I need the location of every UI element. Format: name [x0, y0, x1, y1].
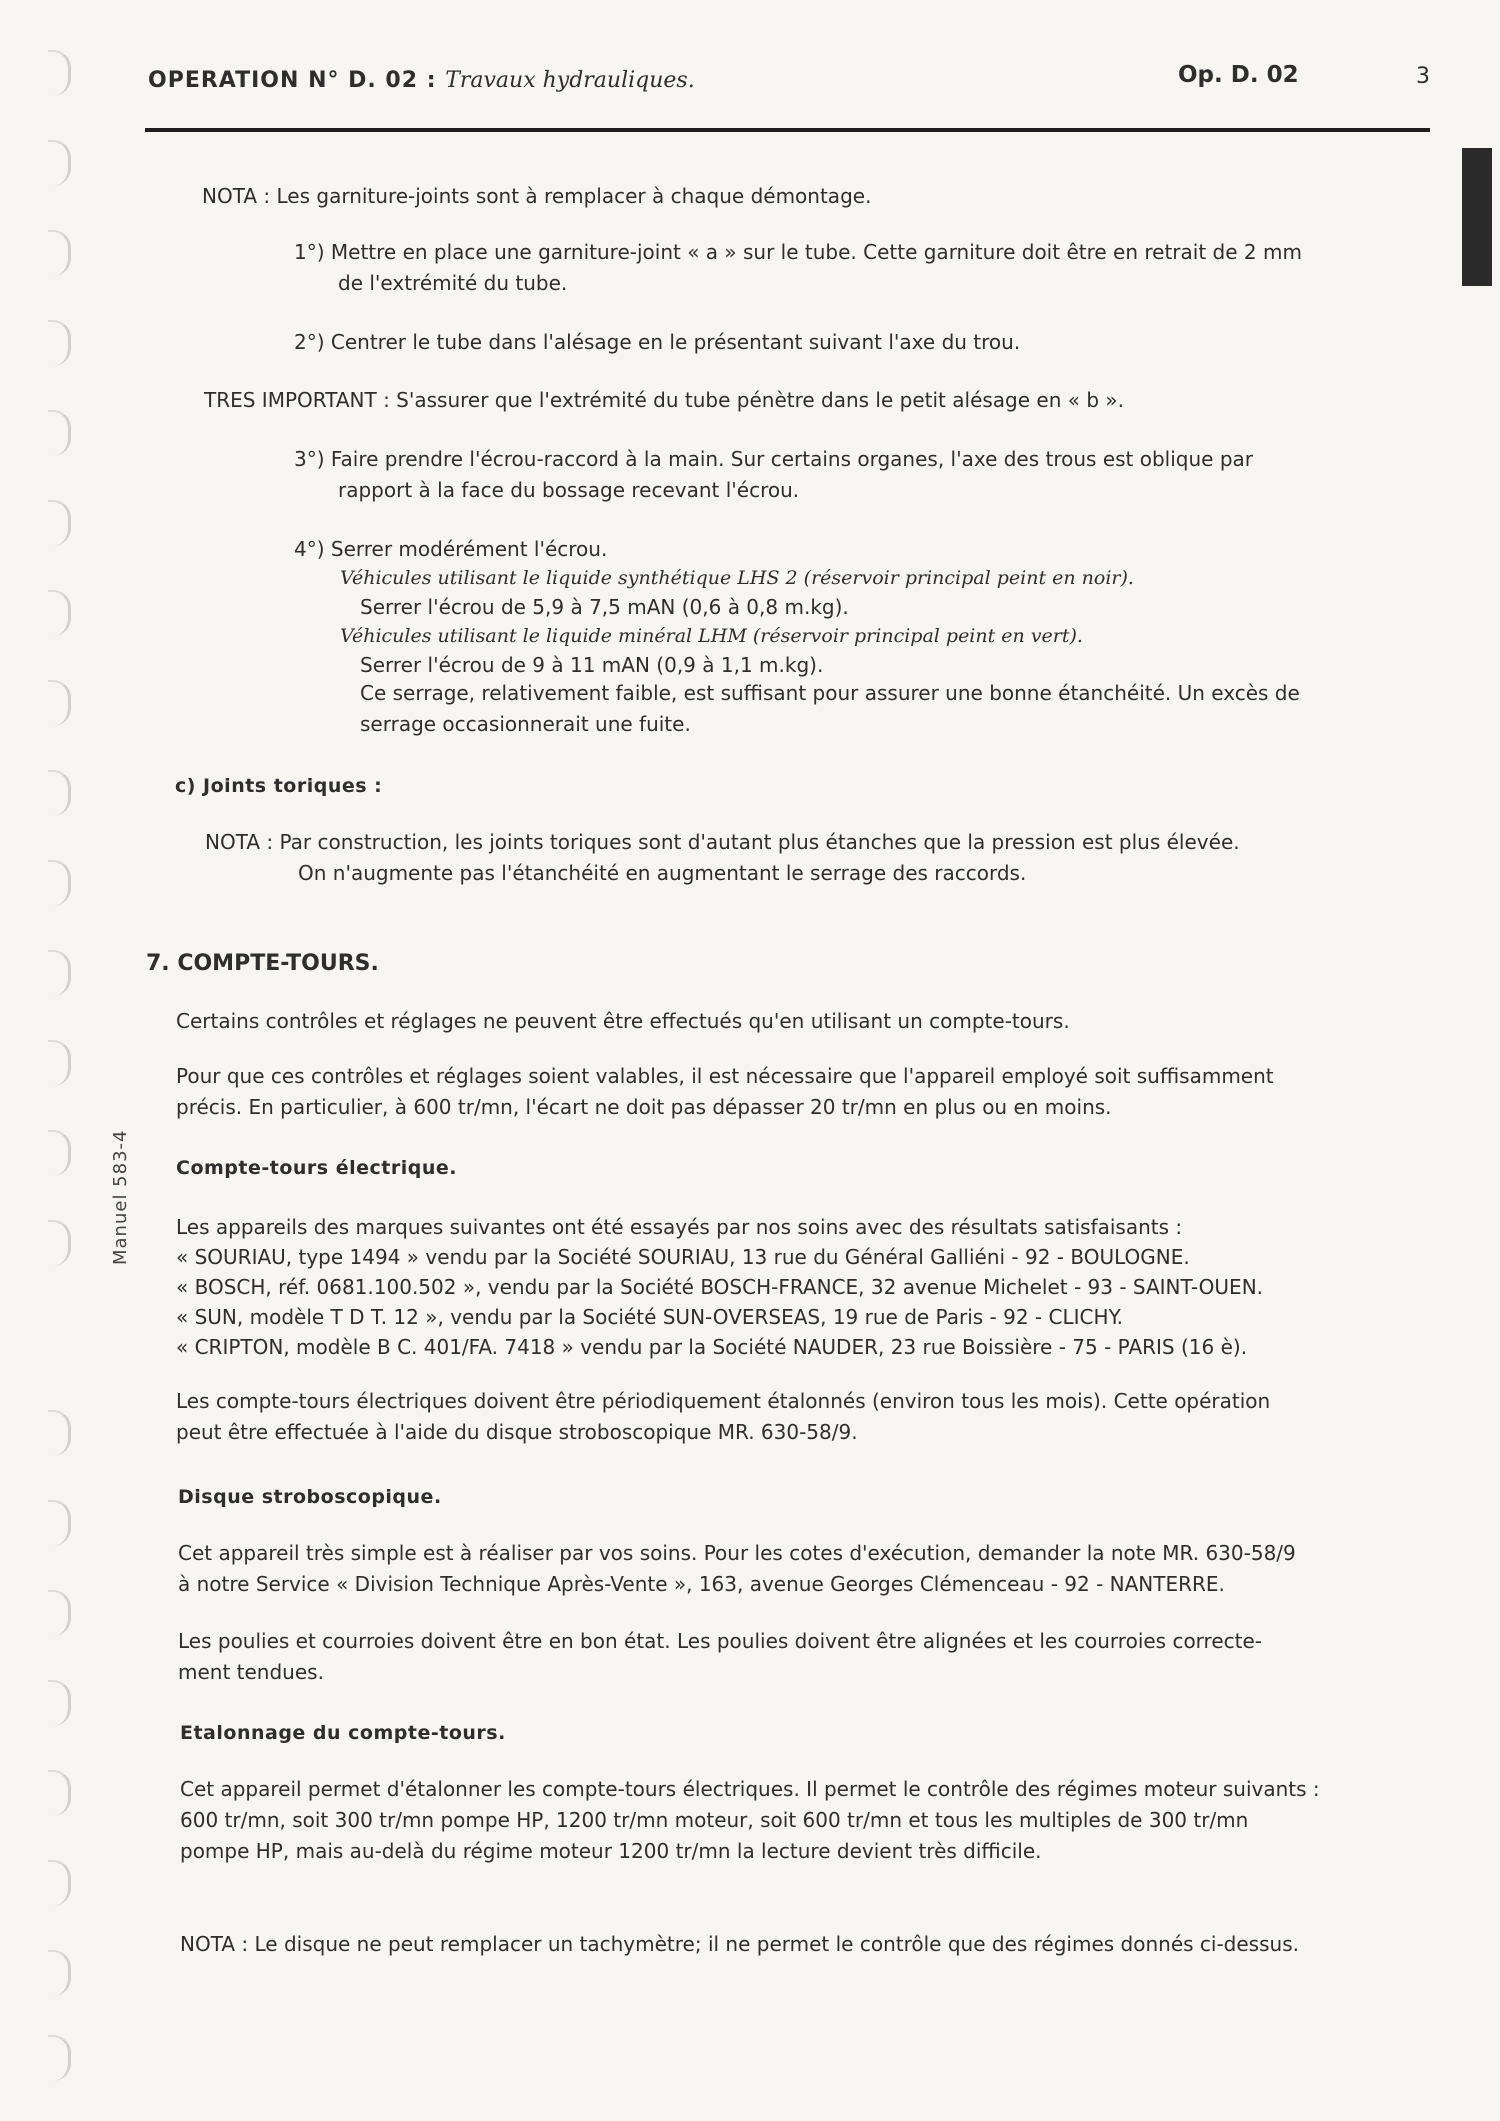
- ct-precision: [176, 1061, 1274, 1123]
- header-rule: [145, 128, 1430, 132]
- section-7-title: 7. COMPTE-TOURS.: [146, 951, 379, 976]
- etalonnage-description: [180, 1774, 1320, 1867]
- binder-hole: [48, 320, 71, 366]
- ct-electrique-line: Les appareils des marques suivantes ont été essayés par nos soins avec des résultats satisfaisants :: [176, 1215, 1183, 1239]
- lhs-torque: Serrer l'écrou de 5,9 à 7,5 mAN (0,6 à 0,8 m.kg).: [360, 595, 849, 619]
- binder-hole: [48, 1410, 71, 1456]
- ct-precision-line: précis. En particulier, à 600 tr/mn, l'écart ne doit pas dépasser 20 tr/mn en plus ou en moins.: [176, 1095, 1112, 1119]
- poulies-note-line: ment tendues.: [178, 1660, 324, 1684]
- binder-hole: [48, 1860, 71, 1906]
- step-4: 4°) Serrer modérément l'écrou.: [294, 537, 608, 561]
- nota-joints-line: On n'augmente pas l'étanchéité en augmentant le serrage des raccords.: [298, 861, 1027, 885]
- poulies-note: [178, 1626, 1262, 1688]
- ct-intro: Certains contrôles et réglages ne peuvent être effectués qu'en utilisant un compte-tours.: [176, 1009, 1070, 1033]
- binder-hole: [48, 1220, 71, 1266]
- nota-garnitures: NOTA : Les garniture-joints sont à remplacer à chaque démontage.: [202, 184, 872, 208]
- etalonnage-heading: Etalonnage du compte-tours.: [180, 1722, 506, 1744]
- ct-electrique-line: « SUN, modèle T D T. 12 », vendu par la Société SUN-OVERSEAS, 19 rue de Paris - 92 - CLICHY.: [176, 1305, 1124, 1329]
- binder-hole: [48, 1590, 71, 1636]
- step-3-line: 3°) Faire prendre l'écrou-raccord à la main. Sur certains organes, l'axe des trous est oblique par: [294, 447, 1253, 471]
- lhm-torque: Serrer l'écrou de 9 à 11 mAN (0,9 à 1,1 m.kg).: [360, 653, 824, 677]
- step-1-line: 1°) Mettre en place une garniture-joint « a » sur le tube. Cette garniture doit être en retrait de 2 mm: [294, 240, 1302, 264]
- binder-hole: [48, 1500, 71, 1546]
- ct-electrique-heading: Compte-tours électrique.: [176, 1157, 457, 1179]
- ct-etalonnage-line: Les compte-tours électriques doivent être périodiquement étalonnés (environ tous les mois). Cette opération: [176, 1389, 1271, 1413]
- ct-electrique-line: « SOURIAU, type 1494 » vendu par la Société SOURIAU, 13 rue du Général Galliéni - 92 - BOULOGNE.: [176, 1245, 1190, 1269]
- binder-hole: [48, 590, 71, 636]
- binder-hole: [48, 680, 71, 726]
- binder-holes: [40, 40, 80, 2080]
- ct-etalonnage-line: peut être effectuée à l'aide du disque stroboscopique MR. 630-58/9.: [176, 1420, 858, 1444]
- nota-joints: [205, 827, 1240, 889]
- section-tab-mark: [1462, 148, 1492, 286]
- serrage-note-line: serrage occasionnerait une fuite.: [360, 712, 691, 736]
- lhm-vehicles: Véhicules utilisant le liquide minéral LHM (réservoir principal peint en vert).: [340, 625, 1083, 647]
- ct-precision-line: Pour que ces contrôles et réglages soient valables, il est nécessaire que l'appareil employé soit suffisamment: [176, 1064, 1274, 1088]
- ct-etalonnage-note: [176, 1386, 1270, 1448]
- lhs-vehicles: Véhicules utilisant le liquide synthétique LHS 2 (réservoir principal peint en noir).: [340, 567, 1134, 589]
- operation-subject: Travaux hydrauliques.: [445, 68, 695, 93]
- tres-important: TRES IMPORTANT : S'assurer que l'extrémité du tube pénètre dans le petit alésage en « b ».: [204, 388, 1124, 412]
- disque-heading: Disque stroboscopique.: [178, 1486, 442, 1508]
- disque-description-line: à notre Service « Division Technique Après-Vente », 163, avenue Georges Clémenceau - 92 - NANTERRE.: [178, 1572, 1225, 1596]
- manual-reference-label: Manuel 583-4: [110, 1129, 131, 1265]
- binder-hole: [48, 2035, 71, 2081]
- binder-hole: [48, 230, 71, 276]
- poulies-note-line: Les poulies et courroies doivent être en bon état. Les poulies doivent être alignées et les courroies correcte-: [178, 1629, 1263, 1653]
- binder-hole: [48, 860, 71, 906]
- etalonnage-line: Cet appareil permet d'étalonner les compte-tours électriques. Il permet le contrôle des régimes moteur suivants :: [180, 1777, 1320, 1801]
- binder-hole: [48, 1130, 71, 1176]
- binder-hole: [48, 770, 71, 816]
- binder-hole: [48, 50, 71, 96]
- page-number: 3: [1416, 64, 1430, 89]
- step-3: [294, 444, 1253, 506]
- operation-ref: Op. D. 02: [1178, 62, 1299, 88]
- binder-hole: [48, 1950, 71, 1996]
- ct-electrique-line: « BOSCH, réf. 0681.100.502 », vendu par la Société BOSCH-FRANCE, 32 avenue Michelet - 93 - SAINT-OUEN.: [176, 1275, 1264, 1299]
- ct-electrique-list: [176, 1212, 1263, 1362]
- etalonnage-line: pompe HP, mais au-delà du régime moteur 1200 tr/mn la lecture devient très difficile.: [180, 1839, 1042, 1863]
- nota-disque: NOTA : Le disque ne peut remplacer un tachymètre; il ne permet le contrôle que des régimes donnés ci-dessus.: [180, 1932, 1299, 1956]
- step-3-line: rapport à la face du bossage recevant l'écrou.: [338, 478, 800, 502]
- etalonnage-line: 600 tr/mn, soit 300 tr/mn pompe HP, 1200 tr/mn moteur, soit 600 tr/mn et tous les multiples de 300 tr/mn: [180, 1808, 1249, 1832]
- disque-description-line: Cet appareil très simple est à réaliser par vos soins. Pour les cotes d'exécution, demander la note MR. 630-58/9: [178, 1541, 1296, 1565]
- step-1-line: de l'extrémité du tube.: [338, 271, 568, 295]
- binder-hole: [48, 140, 71, 186]
- ct-electrique-line: « CRIPTON, modèle B C. 401/FA. 7418 » vendu par la Société NAUDER, 23 rue Boissière - 75 - PARIS (16 è).: [176, 1335, 1248, 1359]
- step-1: [294, 237, 1302, 299]
- operation-number: OPERATION N° D. 02 :: [148, 68, 437, 93]
- serrage-note: [360, 678, 1300, 740]
- joints-toriques-heading: c) Joints toriques :: [175, 775, 383, 797]
- serrage-note-line: Ce serrage, relativement faible, est suffisant pour assurer une bonne étanchéité. Un excès de: [360, 681, 1300, 705]
- binder-hole: [48, 410, 71, 456]
- binder-hole: [48, 1040, 71, 1086]
- binder-hole: [48, 1770, 71, 1816]
- step-2: 2°) Centrer le tube dans l'alésage en le présentant suivant l'axe du trou.: [294, 330, 1021, 354]
- page-header: [148, 62, 1428, 102]
- nota-joints-line: NOTA : Par construction, les joints toriques sont d'autant plus étanches que la pression est plus élevée.: [205, 830, 1240, 854]
- disque-description: [178, 1538, 1296, 1600]
- header-title: [148, 68, 695, 93]
- binder-hole: [48, 500, 71, 546]
- binder-hole: [48, 950, 71, 996]
- binder-hole: [48, 1680, 71, 1726]
